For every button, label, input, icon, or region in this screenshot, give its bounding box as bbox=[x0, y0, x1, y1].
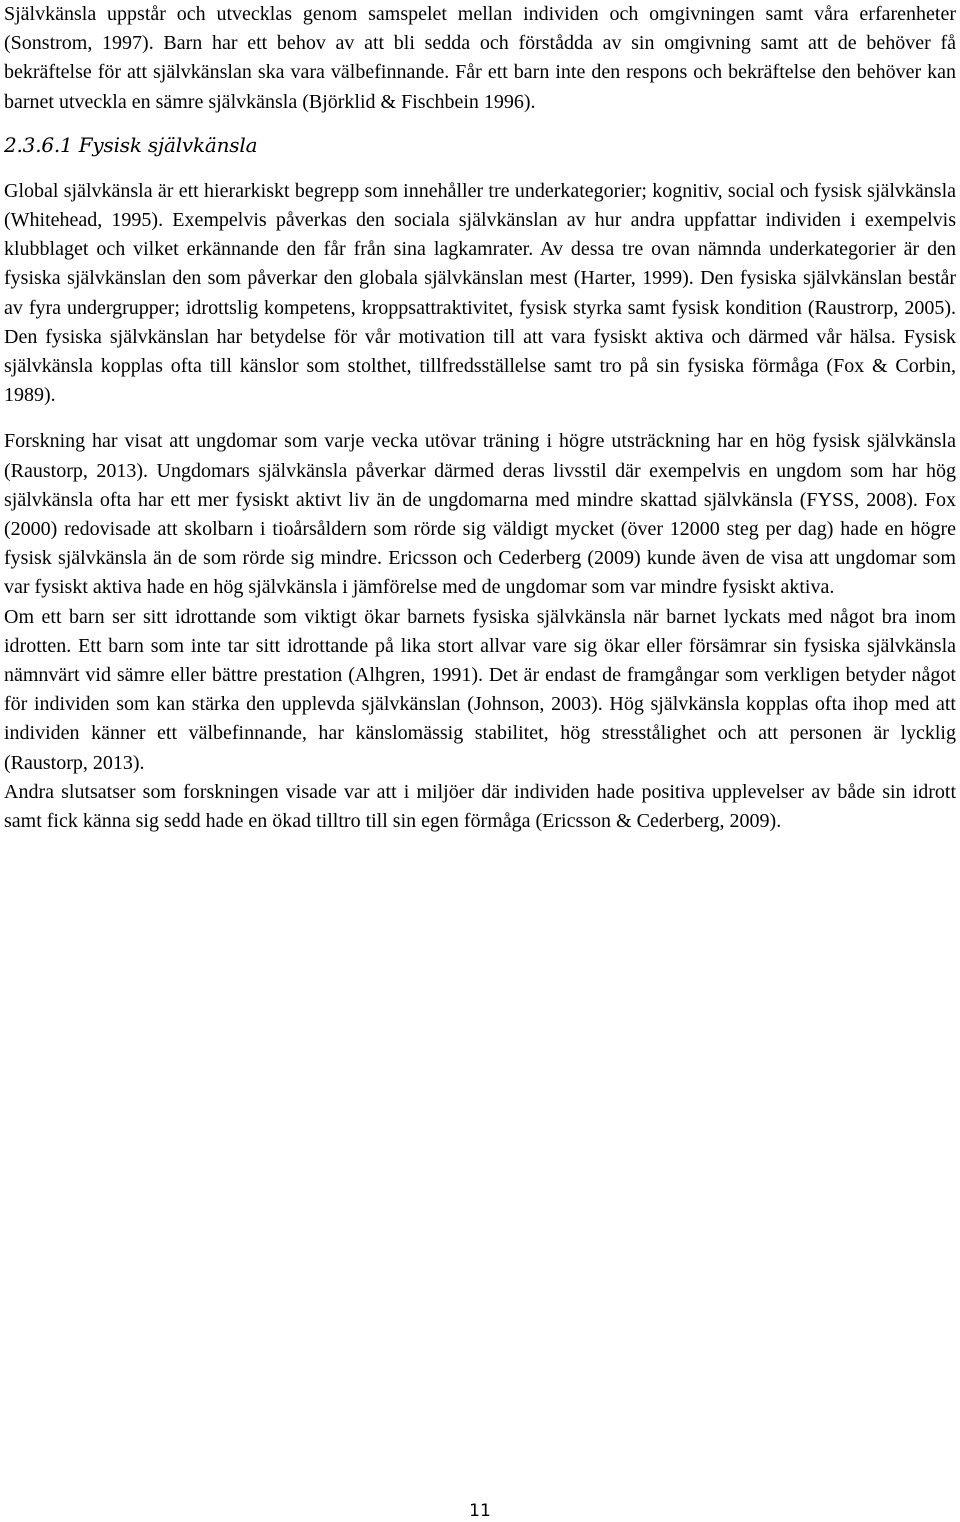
paragraph-self-esteem-origin: Självkänsla uppstår och utvecklas genom samspelet mellan individen och omgivningen samt våra erfarenheter (Sonstrom, 1997). Barn har ett behov av att bli sedda och förstådda av sin omgivning samt att de behöver få bekräftelse för att självkänslan ska vara välbefinnande. Får ett barn inte den respons och bekräftelse den behöver kan barnet utveckla en sämre självkänsla (Björklid & Fischbein 1996). bbox=[4, 3, 956, 113]
paragraph-other-conclusions: Andra slutsatser som forskningen visade var att i miljöer där individen hade positiva upplevelser av både sin idrott samt fick känna sig sedd hade en ökad tilltro till sin egen förmåga (Ericsson & Cederberg, 2009). bbox=[4, 780, 956, 833]
page-number: 11 bbox=[469, 1501, 491, 1521]
paragraph-child-sports: Om ett barn ser sitt idrottande som viktigt ökar barnets fysiska självkänsla när barnet lyckats med något bra inom idrotten. Ett barn som inte tar sitt idrottande på lika stort allvar vare sig ökar eller försämrar sin fysiska självkänsla nämnvärt vid sämre eller bättre prestation (Alhgren, 1991). Det är endast de framgångar som verkligen betyder något för individen som kan stärka den upplevda självkänslan (Johnson, 2003). Hög självkänsla kopplas ofta ihop med att individen känner ett välbefinnande, har känslomässig stabilitet, hög stresstålighet och att personen är lycklig (Raustorp, 2013). bbox=[4, 605, 956, 774]
document-page bbox=[4, 0, 956, 836]
paragraph-global-self-esteem: Global självkänsla är ett hierarkiskt begrepp som innehåller tre underkategorier; kognitiv, social och fysisk självkänsla (Whitehead, 1995). Exempelvis påverkas den sociala självkänslan av hur andra uppfattar individen i exempelvis klubblaget och vilket erkännande den får från sina lagkamrater. Av dessa tre ovan nämnda underkategorier är den fysiska självkänslan den som påverkar den globala självkänslan mest (Harter, 1999). Den fysiska självkänslan består av fyra undergrupper; idrottslig kompetens, kroppsattraktivitet, fysisk styrka samt fysisk kondition (Raustrorp, 2005). Den fysiska självkänslan har betydelse för vår motivation till att vara fysiskt aktiva och därmed vår hälsa. Fysisk självkänsla kopplas ofta till känslor som stolthet, tillfredsställelse samt tro på sin fysiska förmåga (Fox & Corbin, 1989). bbox=[4, 179, 956, 407]
paragraph-research-youth: Forskning har visat att ungdomar som varje vecka utövar träning i högre utsträckning har en hög fysisk självkänsla (Raustorp, 2013). Ungdomars självkänsla påverkar därmed deras livsstil där exempelvis en ungdom som har hög självkänsla ofta har ett mer fysiskt aktivt liv än de ungdomarna med mindre skattad självkänsla (FYSS, 2008). Fox (2000) redovisade att skolbarn i tioårsåldern som rörde sig väldigt mycket (över 12000 steg per dag) hade en högre fysisk självkänsla än de som rörde sig mindre. Ericsson och Cederberg (2009) kunde även de visa att ungdomar som var fysiskt aktiva hade en hög självkänsla i jämförelse med de ungdomar som var mindre fysiskt aktiva. bbox=[4, 430, 956, 599]
section-heading: 2.3.6.1 Fysisk självkänsla bbox=[4, 132, 258, 157]
